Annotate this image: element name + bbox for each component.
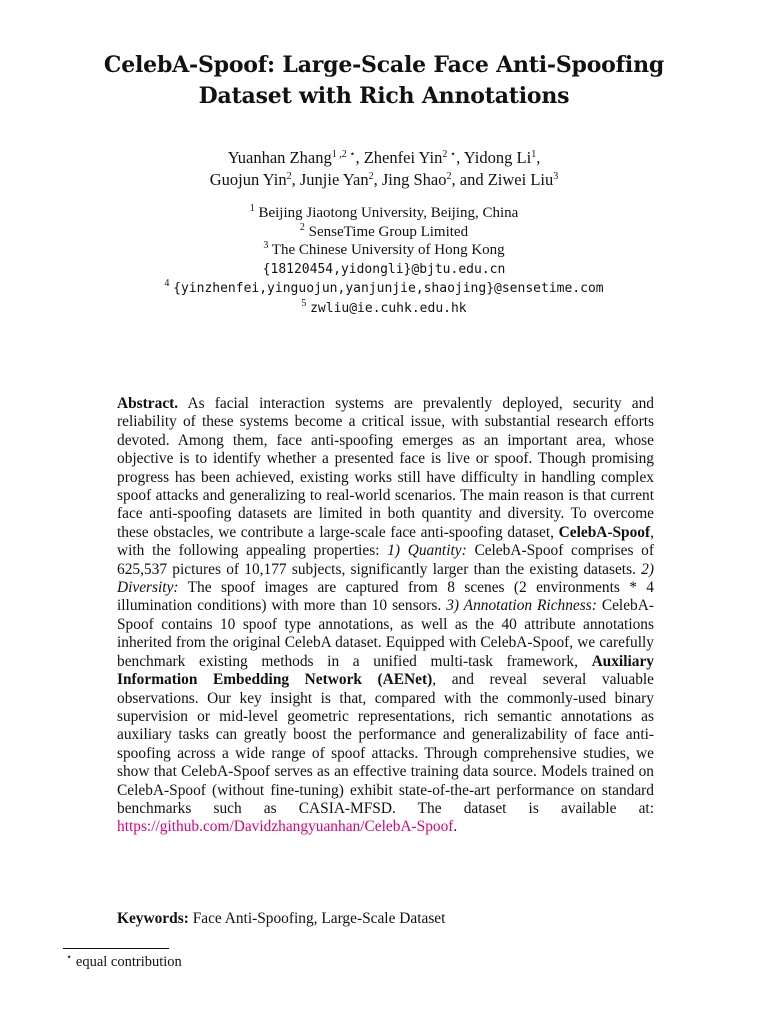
email-mark: 5 [301, 297, 307, 309]
email-line [0, 299, 768, 319]
author-mark: 1 ,2 ⋆ [331, 149, 356, 160]
author-separator: , and [451, 170, 488, 189]
author-name: Jing Shao [381, 170, 447, 189]
author-name: Yuanhan Zhang [227, 148, 332, 167]
email-mark: 4 [164, 278, 170, 289]
keywords-text: Face Anti-Spoofing, Large-Scale Dataset [192, 910, 446, 927]
dataset-link[interactable]: https://github.com/Davidzhangyuanhan/CelebA-Spoof [117, 818, 454, 836]
author-line-1 [0, 147, 768, 169]
author-mark: 2 [446, 171, 452, 182]
abstract-text: , with the following appealing properties: [117, 523, 654, 560]
affiliation-mark: 1 [249, 203, 255, 214]
affiliation-text: Beijing Jiaotong University, Beijing, China [258, 205, 519, 221]
email-text: {18120454,yidongli}@bjtu.edu.cn [262, 261, 506, 277]
diversity-text: The spoof images are captured from 8 scenes (2 environments * 4 illumination conditions) with more than 10 sensors. [117, 579, 654, 615]
keywords-line [117, 910, 654, 928]
affiliation-text: The Chinese University of Hong Kong [271, 242, 505, 258]
quantity-text: CelebA-Spoof comprises of 625,537 pictures of 10,177 subjects, significantly larger than the existing datasets. [117, 542, 654, 578]
affiliation-text: SenseTime Group Limited [308, 223, 469, 240]
author-name: Junjie Yan [299, 170, 369, 189]
affiliation-block [0, 204, 768, 318]
author-mark: 3 [553, 171, 559, 182]
quantity-label: 1) Quantity: [387, 542, 467, 560]
abstract-end: . [453, 818, 458, 836]
abstract-text: , and reveal several valuable observations. Our key insight is that, compared with the commonly-used binary supervision or mid-level geometric representations, rich semantic annotations as auxiliary tasks can greatly boost the performance and generalizability of face anti-spoofing across a wide range of spoof attacks. Through comprehensive studies, we show that CelebA-Spoof serves as an effective training data source. Models trained on CelebA-Spoof (without fine-tuning) exhibit state-of-the-art performance on standard benchmarks such as CASIA-MFSD. The dataset is available at: [117, 671, 655, 817]
author-line-2 [0, 169, 768, 191]
author-separator: , [536, 148, 541, 167]
author-separator: , [456, 148, 464, 167]
title-line-1: CelebA-Spoof: Large-Scale Face Anti-Spoofing [103, 52, 665, 78]
footnote [66, 953, 182, 971]
annotation-label: 3) Annotation Richness: [446, 597, 597, 615]
email-text: zwliu@ie.cuhk.edu.hk [310, 300, 467, 316]
paper-title [0, 50, 768, 112]
footnote-text: equal contribution [75, 954, 182, 970]
email-line [0, 260, 768, 280]
author-name: Ziwei Liu [487, 170, 554, 189]
affiliation-mark: 2 [299, 221, 305, 233]
author-separator: , [373, 170, 382, 189]
title-line-2: Dataset with Rich Annotations [198, 83, 570, 109]
author-separator: , [291, 170, 300, 189]
affiliation-line [0, 204, 768, 223]
affiliation-line [0, 223, 768, 242]
author-mark: 2 [286, 171, 292, 182]
footnote-mark: ⋆ [66, 952, 73, 963]
keywords-label: Keywords: [117, 910, 189, 927]
annotation-text: CelebA-Spoof contains 10 spoof type annotations, as well as the 40 attribute annotations inherited from the original CelebA dataset. Equipped with CelebA-Spoof, we carefully benchmark existing methods in a unified multi-task framework, [117, 597, 654, 670]
dataset-name: CelebA-Spoof [558, 523, 651, 541]
author-mark: 2 [368, 171, 374, 182]
author-name: Zhenfei Yin [363, 148, 443, 167]
author-separator: , [355, 148, 364, 167]
author-list [0, 147, 768, 191]
abstract-label: Abstract. [117, 395, 179, 412]
email-text: {yinzhenfei,yinguojun,yanjunjie,shaojing}@sensetime.com [173, 281, 604, 296]
network-name: Auxiliary Information Embedding Network (AENet) [117, 652, 654, 689]
diversity-label: 2) Diversity: [117, 560, 654, 597]
email-line [0, 279, 768, 299]
author-name: Guojun Yin [209, 170, 287, 189]
abstract-text: As facial interaction systems are prevalently deployed, security and reliability of these systems become a critical issue, with substantial research efforts devoted. Among them, face anti-spoofing emerges as an important area, whose objective is to identify whether a presented face is live or spoof. Though promising progress has been achieved, existing works still have difficulty in handling complex spoof attacks and generalizing to real-world scenarios. The main reason is that current face anti-spoofing datasets are limited in both quantity and diversity. To overcome these obstacles, we contribute a large-scale face anti-spoofing dataset, [117, 395, 655, 541]
affiliation-line [0, 241, 768, 260]
abstract-block [117, 395, 654, 837]
affiliation-mark: 3 [263, 240, 269, 251]
footnote-rule [63, 948, 169, 949]
author-mark: 1 [531, 149, 537, 160]
author-name: Yidong Li [463, 148, 532, 167]
author-mark: 2 ⋆ [442, 149, 457, 160]
